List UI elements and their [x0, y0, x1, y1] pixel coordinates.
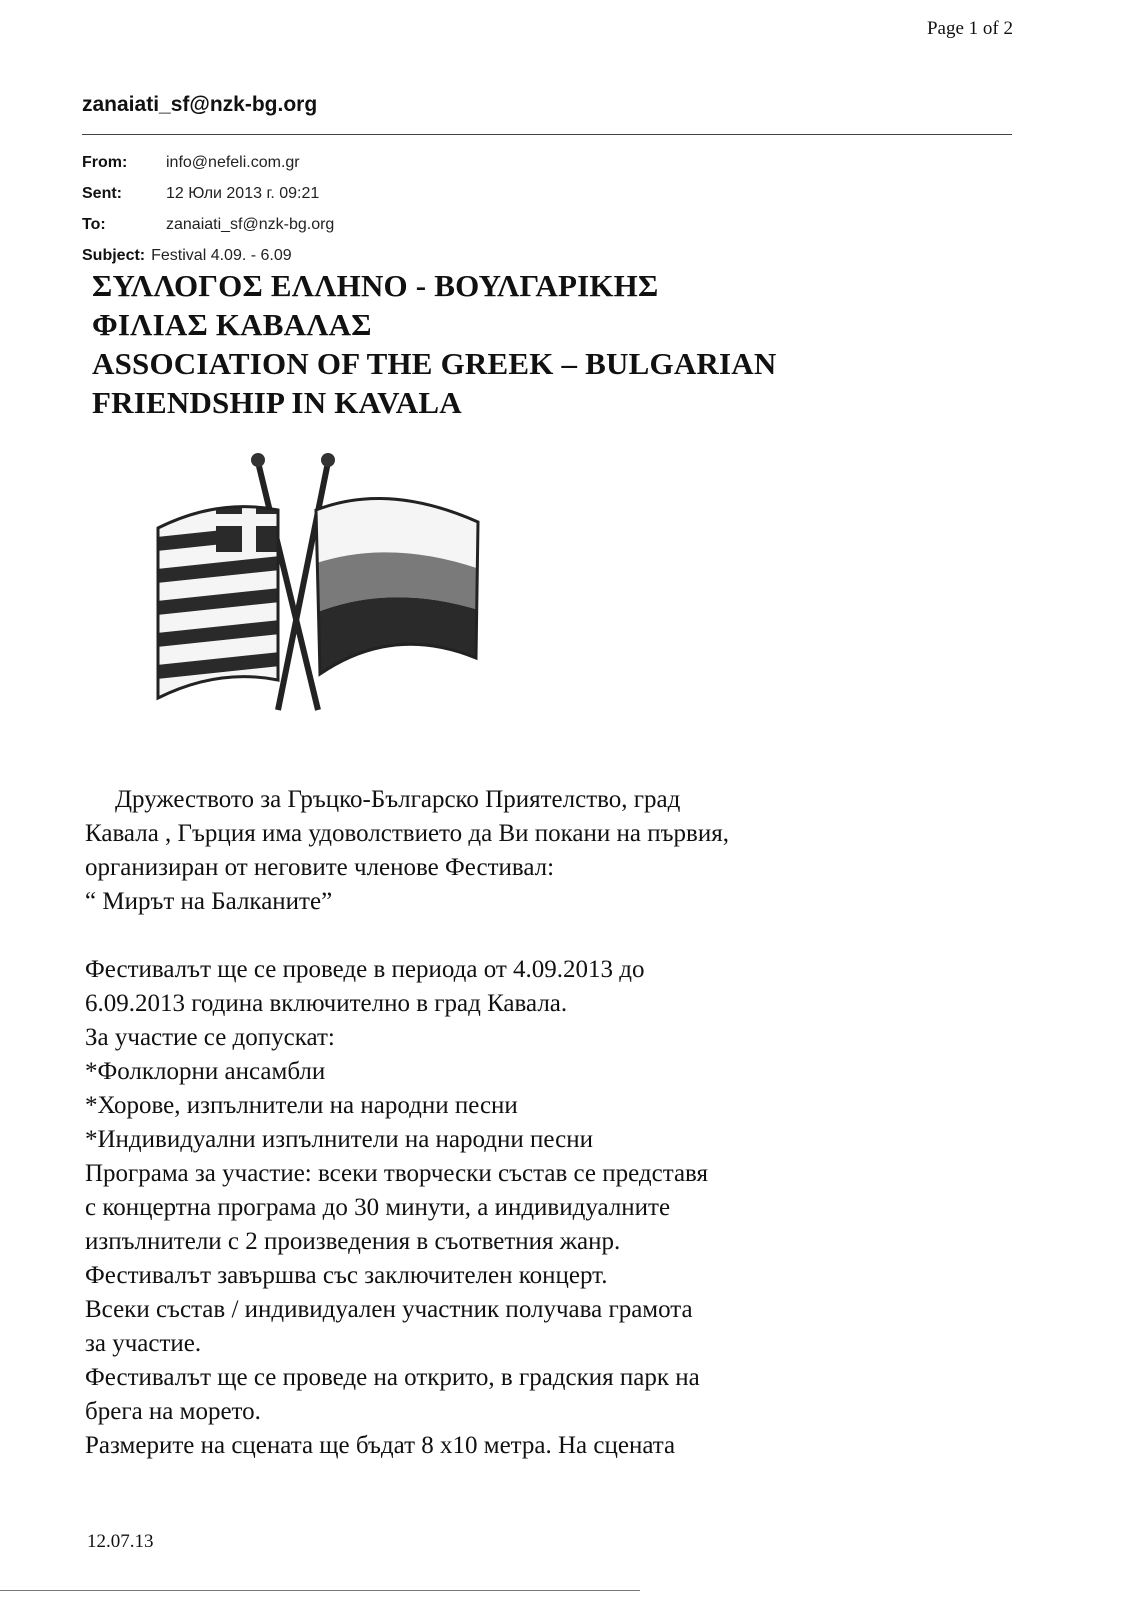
intro-line: Дружеството за Гръцко-Българско Приятелство, град — [115, 786, 681, 813]
header-divider — [82, 134, 1012, 135]
body-line: За участие се допускат: — [85, 1024, 335, 1051]
subject-value: Festival 4.09. - 6.09 — [151, 247, 292, 264]
body-line: Фестивалът ще се проведе в периода от 4.09.2013 до — [85, 956, 645, 983]
footer-date: 12.07.13 — [87, 1531, 154, 1552]
to-label: To: — [82, 216, 106, 233]
body-line: с концертна програма до 30 минути, а индивидуалните — [85, 1194, 671, 1221]
body-line: Фестивалът завършва със заключителен концерт. — [85, 1262, 608, 1289]
to-row — [82, 209, 334, 240]
from-value: info@nefeli.com.gr — [166, 154, 300, 171]
intro-line: организиран от неговите членове Фестивал: — [85, 854, 555, 881]
body-line: брега на морето. — [85, 1398, 261, 1425]
from-row — [82, 147, 334, 178]
footer-divider — [0, 1590, 640, 1591]
body-line: Размерите на сцената ще бъдат 8 х10 метра. На сцената — [85, 1432, 676, 1459]
body-line: за участие. — [85, 1330, 202, 1357]
sent-value: 12 Юли 2013 г. 09:21 — [166, 185, 320, 202]
org-greek-line-1: ΣΥΛΛΟΓΟΣ ΕΛΛΗΝΟ - ΒΟΥΛΓΑΡΙΚΗΣ — [92, 268, 659, 303]
invitation-letter — [85, 783, 875, 1463]
to-value: zanaiati_sf@nzk-bg.org — [166, 216, 335, 233]
org-greek-line-2: ΦΙΛΙΑΣ ΚΑΒΑΛΑΣ — [92, 307, 372, 342]
sent-label: Sent: — [82, 185, 122, 202]
body-line: *Хорове, изпълнители на народни песни — [85, 1092, 518, 1119]
body-line: Програма за участие: всеки творчески състав се представя — [85, 1160, 709, 1187]
sent-row — [82, 178, 334, 209]
from-label: From: — [82, 154, 128, 171]
body-line: Фестивалът ще се проведе на открито, в градския парк на — [85, 1364, 700, 1391]
intro-line: Кавала , Гърция има удоволствието да Ви покани на първия, — [85, 820, 729, 847]
greece-bulgaria-crossed-flags-icon — [128, 448, 498, 718]
organization-heading — [92, 266, 776, 422]
paragraph-gap — [85, 919, 875, 953]
page-number: Page 1 of 2 — [926, 18, 1013, 39]
subject-label: Subject: — [82, 247, 146, 264]
org-english-line-1: ASSOCIATION OF THE GREEK – BULGARIAN — [92, 346, 777, 381]
body-line: *Индивидуални изпълнители на народни песни — [85, 1126, 593, 1153]
body-line: 6.09.2013 година включително в град Кавала. — [85, 990, 568, 1017]
body-line: изпълнители с 2 произведения в съответния жанр. — [85, 1228, 621, 1255]
festival-name: “ Мирът на Балканите” — [85, 888, 333, 915]
email-headers — [82, 147, 334, 271]
org-english-line-2: FRIENDSHIP IN KAVALA — [92, 385, 462, 420]
body-line: Всеки състав / индивидуален участник получава грамота — [85, 1296, 693, 1323]
body-line: *Фолклорни ансамбли — [85, 1058, 326, 1085]
mailbox-address: zanaiati_sf@nzk-bg.org — [82, 93, 318, 116]
